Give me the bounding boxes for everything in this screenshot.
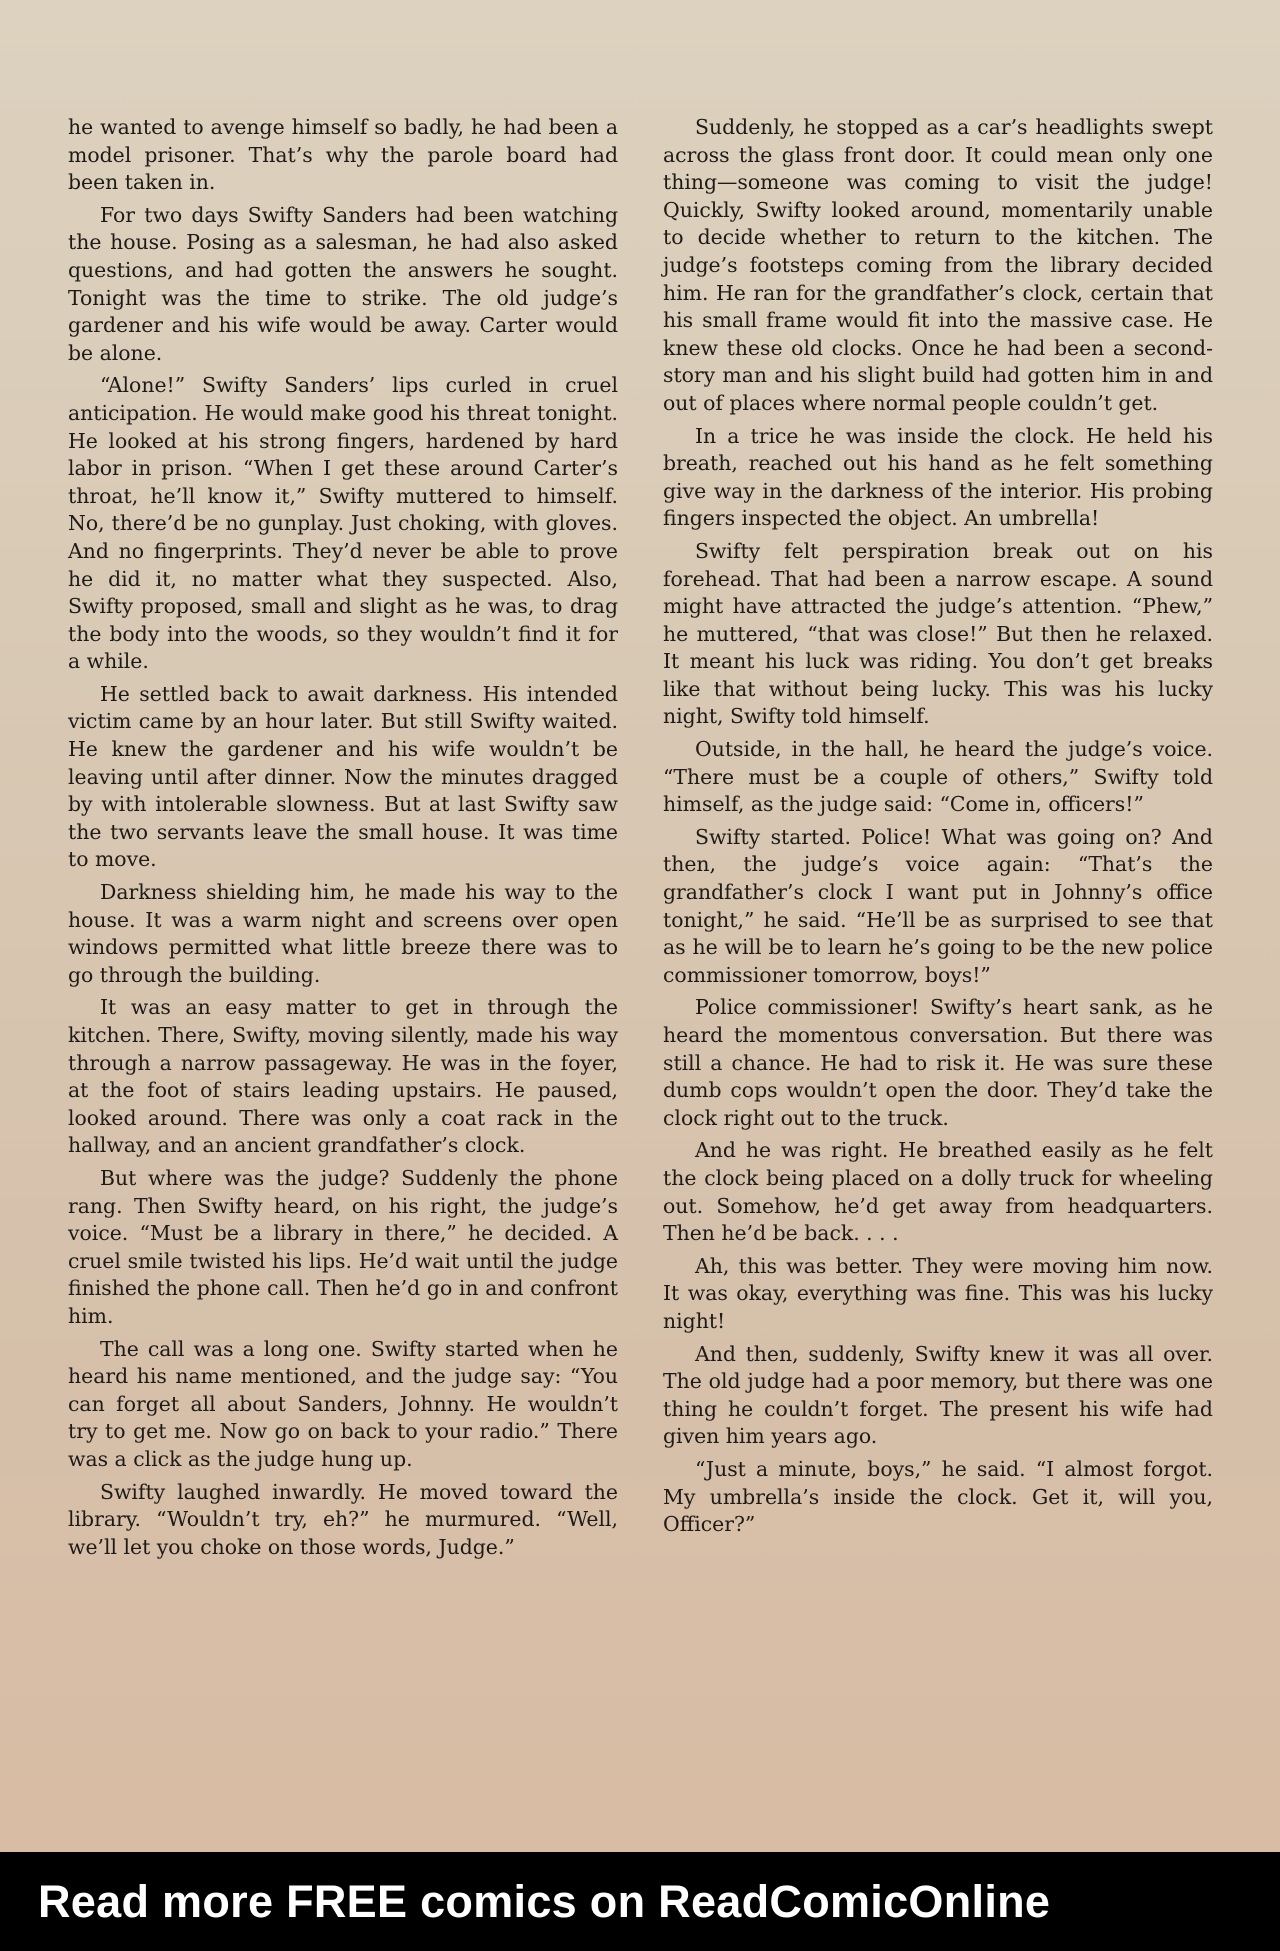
text-column-left	[68, 114, 618, 1566]
paragraph: The call was a long one. Swifty started when he heard his name mentioned, and the judge say: “You can forget all about Sanders, Johnny. He wouldn’t try to get me. Now go on back to your radio.” There was a click as the judge hung up.	[68, 1336, 618, 1471]
text-column-right	[663, 114, 1213, 1544]
paragraph: It was an easy matter to get in through the kitchen. There, Swifty, moving silently, made his way through a narrow passageway. He was in the foyer, at the foot of stairs leading upstairs. He paused, looked around. There was only a coat rack in the hallway, and an ancient grandfather’s clock.	[68, 995, 618, 1158]
paragraph: In a trice he was inside the clock. He held his breath, reached out his hand as he felt something give way in the darkness of the interior. His probing fingers inspected the object. An umbrella!	[663, 423, 1213, 531]
paragraph: “Just a minute, boys,” he said. “I almost forgot. My umbrella’s inside the clock. Get it, will you, Officer?”	[663, 1456, 1213, 1537]
paragraph: He settled back to await darkness. His intended victim came by an hour later. But still Swifty waited. He knew the gardener and his wife wouldn’t be leaving until after dinner. Now the minutes dragged by with intolerable slowness. But at last Swifty saw the two servants leave the small house. It was time to move.	[68, 681, 618, 872]
paragraph: Darkness shielding him, he made his way to the house. It was a warm night and screens over open windows permitted what little breeze there was to go through the building.	[68, 880, 618, 987]
paragraph: Swifty started. Police! What was going on? And then, the judge’s voice again: “That’s the grandfather’s clock I want put in Johnny’s office tonight,” he said. “He’ll be as surprised to see that as he will be to learn he’s going to be the new police commissioner tomorrow, boys!”	[663, 824, 1213, 987]
paragraph: Swifty felt perspiration break out on his forehead. That had been a narrow escape. A sound might have attracted the judge’s attention. “Phew,” he muttered, “that was close!” But then he relaxed. It meant his luck was riding. You don’t get breaks like that without being lucky. This was his lucky night, Swifty told himself.	[663, 538, 1213, 729]
paragraph: Police commissioner! Swifty’s heart sank, as he heard the momentous conversation. But there was still a chance. He had to risk it. He was sure these dumb cops wouldn’t open the door. They’d take the clock right out to the truck.	[663, 995, 1213, 1130]
promo-banner[interactable]	[0, 1852, 1280, 1951]
paragraph: Ah, this was better. They were moving him now. It was okay, everything was fine. This was his lucky night!	[663, 1253, 1213, 1333]
paragraph: For two days Swifty Sanders had been watching the house. Posing as a salesman, he had also asked questions, and had gotten the answers he sought. Tonight was the time to strike. The old judge’s gardener and his wife would be away. Carter would be alone.	[68, 202, 618, 365]
paragraph: And he was right. He breathed easily as he felt the clock being placed on a dolly truck for wheeling out. Somehow, he’d get away from headquarters. Then he’d be back. . . .	[663, 1138, 1213, 1246]
paragraph: And then, suddenly, Swifty knew it was all over. The old judge had a poor memory, but there was one thing he couldn’t forget. The present his wife had given him years ago.	[663, 1341, 1213, 1449]
paragraph: Suddenly, he stopped as a car’s headlights swept across the glass front door. It could mean only one thing—someone was coming to visit the judge! Quickly, Swifty looked around, momentarily unable to decide whether to return to the kitchen. The judge’s footsteps coming from the library decided him. He ran for the grandfather’s clock, certain that his small frame would fit into the massive case. He knew these old clocks. Once he had been a second-story man and his slight build had gotten him in and out of places where normal people couldn’t get.	[663, 115, 1213, 415]
paragraph: he wanted to avenge himself so badly, he had been a model prisoner. That’s why the parole board had been taken in.	[68, 115, 618, 195]
paragraph: “Alone!” Swifty Sanders’ lips curled in cruel anticipation. He would make good his threat tonight. He looked at his strong fingers, hardened by hard labor in prison. “When I get these around Carter’s throat, he’ll know it,” Swifty muttered to himself. No, there’d be no gunplay. Just choking, with gloves. And no fingerprints. They’d never be able to prove he did it, no matter what they suspected. Also, Swifty proposed, small and slight as he was, to drag the body into the woods, so they wouldn’t find it for a while.	[68, 373, 618, 674]
paragraph: Outside, in the hall, he heard the judge’s voice. “There must be a couple of others,” Swifty told himself, as the judge said: “Come in, officers!”	[663, 737, 1213, 817]
paragraph: But where was the judge? Suddenly the phone rang. Then Swifty heard, on his right, the judge’s voice. “Must be a library in there,” he decided. A cruel smile twisted his lips. He’d wait until the judge finished the phone call. Then he’d go in and confront him.	[68, 1165, 618, 1328]
promo-banner-text[interactable]: Read more FREE comics on ReadComicOnline	[38, 1875, 1051, 1927]
paragraph: Swifty laughed inwardly. He moved toward the library. “Wouldn’t try, eh?” he murmured. “Well, we’ll let you choke on those words, Judge.”	[68, 1479, 618, 1559]
